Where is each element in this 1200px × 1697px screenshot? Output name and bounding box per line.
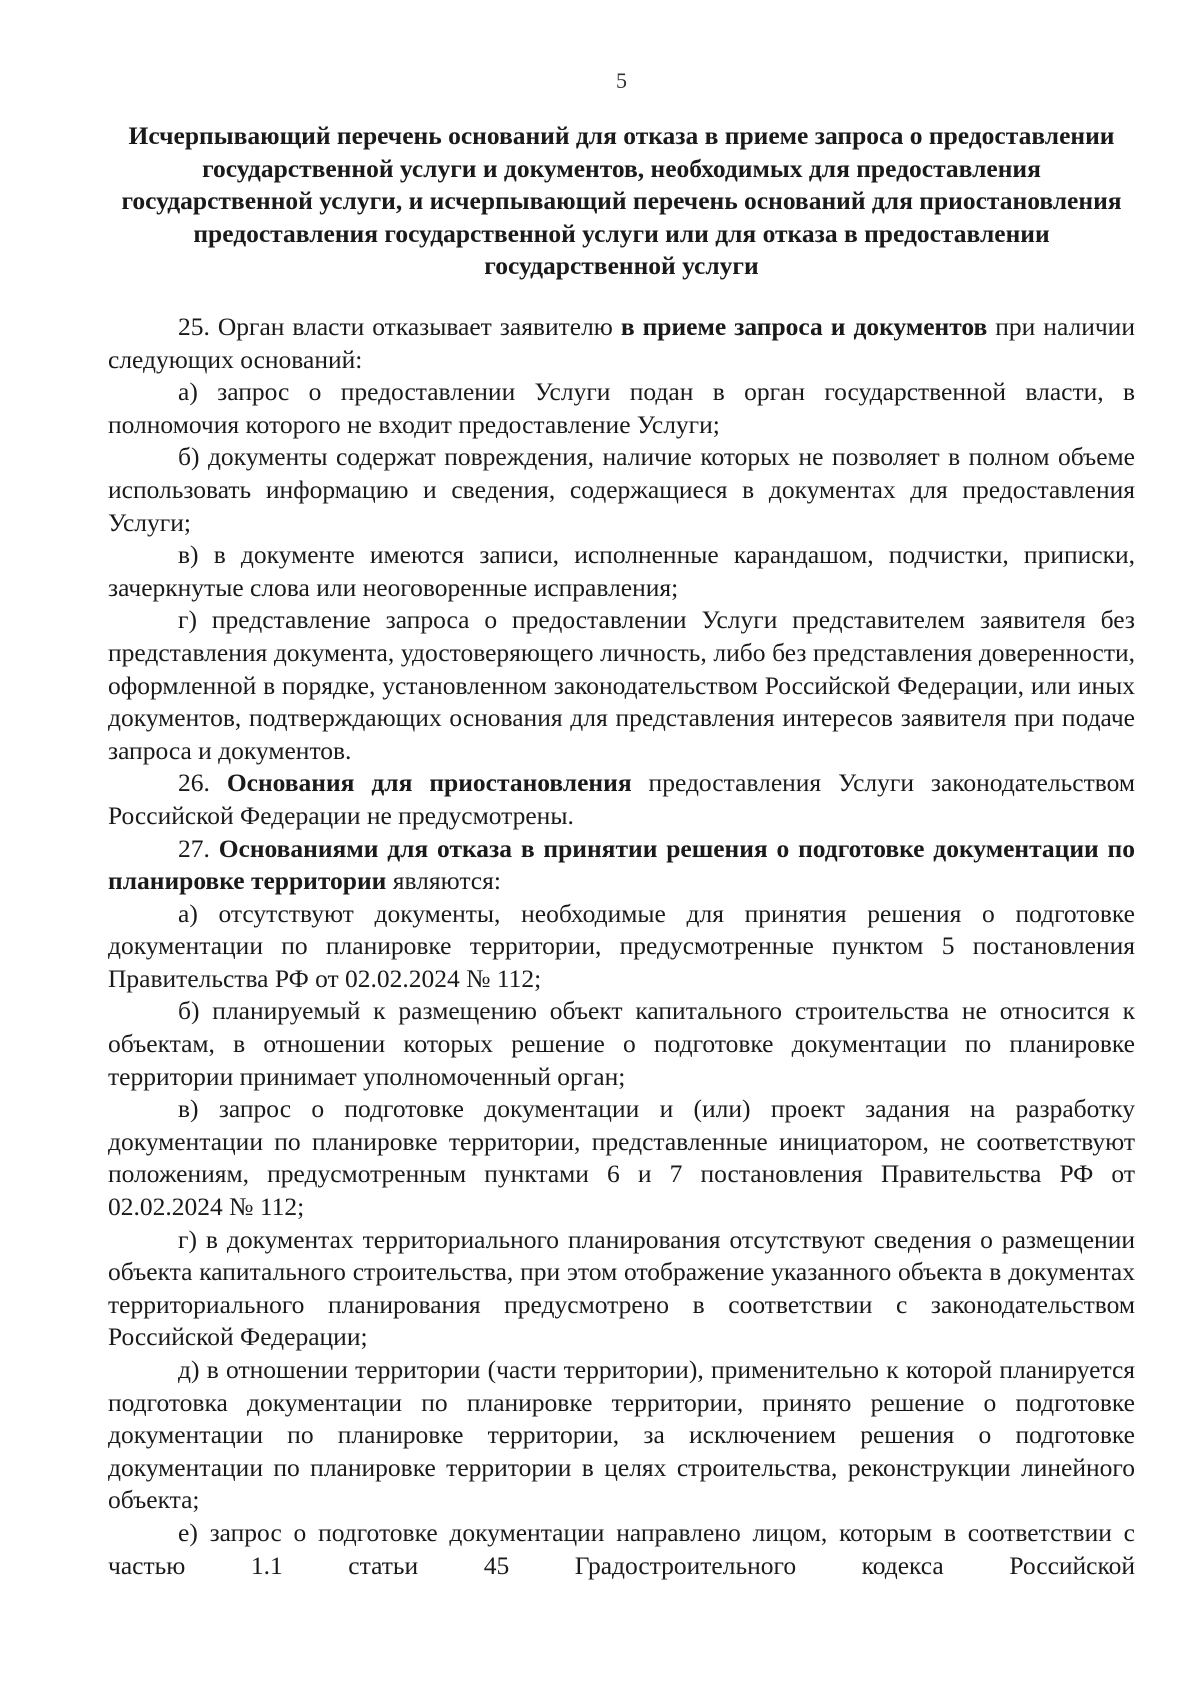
paragraph-25 [108, 311, 1135, 376]
paragraph-27-item-b: б) планируемый к размещению объект капитального строительства не относится к объектам, в отношении которых решение о подготовке документации по планировке территории принимает уполномоченный орган; [108, 996, 1135, 1091]
paragraph-27-item-e: е) запрос о подготовке документации направлено лицом, которым в соответствии с частью 1.1 статьи 45 Градостроительного кодекса Российской [108, 1517, 1135, 1580]
paragraph-26-number: 26. [178, 768, 210, 798]
paragraph-25-item-v: в) в документе имеются записи, исполненные карандашом, подчистки, приписки, зачеркнутые слова или неоговоренные исправления; [108, 540, 1135, 602]
paragraph-27-item-d: д) в отношении территории (части территории), применительно к которой планируется подготовка документации по планировке территории, принято решение о подготовке документации по планировке территории, за исключением решения о подготовке документации по планировке территории в целях строительства, реконструкции линейного объекта; [108, 1355, 1135, 1515]
paragraph-27-tail: являются: [386, 866, 501, 896]
paragraph-27-item-g: г) в документах территориального планирования отсутствуют сведения о размещении объекта капитального строительства, при этом отображение указанного объекта в документах территориального планирования предусмотрено в соответствии с законодательством Российской Федерации; [108, 1224, 1135, 1352]
paragraph-25-item-b: б) документы содержат повреждения, наличие которых не позволяет в полном объеме использовать информацию и сведения, содержащиеся в документах для предоставления Услуги; [108, 442, 1135, 537]
paragraph-27-item-a: а) отсутствуют документы, необходимые для принятия решения о подготовке документации по планировке территории, предусмотренные пунктом 5 постановления Правительства РФ от 02.02.2024 № 112; [108, 898, 1135, 993]
paragraph-26-tail: предоставления Услуги законодательством Российской Федерации не предусмотрены. [108, 768, 1135, 830]
section-heading: Исчерпывающий перечень оснований для отказа в приеме запроса о предоставлении государственной услуги и документов, необходимых для предоставления государственной услуги, и исчерпывающий перечень оснований для приостановления предоставления государственной услуги или для отказа в предоставлении государственной услуги [121, 121, 1122, 280]
paragraph-25-intro: Орган власти отказывает заявителю [209, 312, 621, 341]
page-number: 5 [616, 68, 627, 93]
paragraph-26-bold: Основания для приостановления [226, 768, 632, 798]
paragraph-27-item-v: в) запрос о подготовке документации и (или) проект задания на разработку документации по планировке территории, представленные инициатором, не соответствуют положениям, предусмотренным пунктами 6 и 7 постановления Правительства РФ от 02.02.2024 № 112; [108, 1094, 1135, 1222]
paragraph-26 [108, 767, 1135, 832]
document-body [108, 311, 1135, 1582]
paragraph-27 [108, 833, 1135, 898]
paragraph-25-item-g: г) представление запроса о предоставлении Услуги представителем заявителя без представления документа, удостоверяющего личность, либо без представления доверенности, оформленной в порядке, установленном законодательством Российской Федерации, или иных документов, подтверждающих основания для представления интересов заявителя при подаче запроса и документов. [108, 605, 1135, 765]
paragraph-25-item-a: а) запрос о предоставлении Услуги подан в орган государственной власти, в полномочия которого не входит предоставление Услуги; [108, 377, 1135, 439]
paragraph-27-number: 27. [178, 833, 210, 863]
paragraph-27-bold: Основаниями для отказа в принятии решения о подготовке документации по планировке территории [108, 833, 1136, 896]
paragraph-25-tail: при наличии следующих оснований: [108, 312, 1135, 374]
paragraph-25-bold: в приеме запроса и документов [620, 312, 988, 341]
paragraph-25-number: 25. [178, 312, 210, 341]
